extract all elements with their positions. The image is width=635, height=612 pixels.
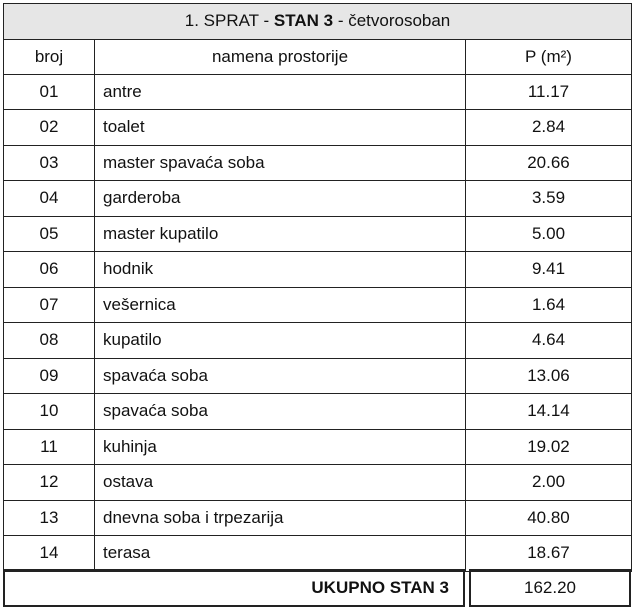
header-area: P (m²)	[466, 39, 632, 74]
room-number: 04	[4, 181, 95, 217]
total-label: UKUPNO STAN 3	[311, 578, 449, 597]
table-row	[4, 465, 632, 501]
title-apartment: STAN 3	[273, 11, 334, 31]
room-area: 13.06	[466, 358, 632, 394]
table-row	[4, 145, 632, 181]
table-title-row	[4, 4, 632, 40]
room-name: toalet	[95, 110, 466, 146]
table-row	[4, 394, 632, 430]
room-name: dnevna soba i trpezarija	[95, 500, 466, 536]
table-row	[4, 252, 632, 288]
room-area: 40.80	[466, 500, 632, 536]
table-row	[4, 429, 632, 465]
room-number: 03	[4, 145, 95, 181]
table-row	[4, 287, 632, 323]
room-number: 13	[4, 500, 95, 536]
room-name: master kupatilo	[95, 216, 466, 252]
room-number: 14	[4, 536, 95, 572]
room-area: 19.02	[466, 429, 632, 465]
room-number: 01	[4, 74, 95, 110]
room-area: 20.66	[466, 145, 632, 181]
room-name: terasa	[95, 536, 466, 572]
room-area: 2.84	[466, 110, 632, 146]
room-area: 14.14	[466, 394, 632, 430]
table-row	[4, 358, 632, 394]
room-number: 11	[4, 429, 95, 465]
table-title	[4, 4, 632, 40]
room-area: 4.64	[466, 323, 632, 359]
title-prefix: 1. SPRAT -	[184, 11, 270, 31]
room-number: 02	[4, 110, 95, 146]
table-row	[4, 181, 632, 217]
total-label-cell	[3, 569, 465, 607]
total-value: 162.20	[469, 569, 631, 607]
room-name: master spavaća soba	[95, 145, 466, 181]
room-name: spavaća soba	[95, 394, 466, 430]
room-number: 05	[4, 216, 95, 252]
table-row	[4, 110, 632, 146]
room-number: 08	[4, 323, 95, 359]
room-number: 06	[4, 252, 95, 288]
room-area: 11.17	[466, 74, 632, 110]
room-area: 9.41	[466, 252, 632, 288]
table-row	[4, 500, 632, 536]
room-area: 1.64	[466, 287, 632, 323]
room-name: kuhinja	[95, 429, 466, 465]
title-suffix: - četvorosoban	[337, 11, 451, 31]
table-body	[4, 74, 632, 571]
table-row	[4, 323, 632, 359]
room-area: 3.59	[466, 181, 632, 217]
table-row	[4, 74, 632, 110]
room-area: 18.67	[466, 536, 632, 572]
room-name: vešernica	[95, 287, 466, 323]
header-name: namena prostorije	[95, 39, 466, 74]
room-number: 07	[4, 287, 95, 323]
room-number: 10	[4, 394, 95, 430]
room-name: garderoba	[95, 181, 466, 217]
room-area: 5.00	[466, 216, 632, 252]
header-row	[4, 39, 632, 74]
table-row	[4, 216, 632, 252]
table-row	[4, 536, 632, 572]
room-name: kupatilo	[95, 323, 466, 359]
room-area: 2.00	[466, 465, 632, 501]
total-row	[3, 569, 631, 607]
room-name: antre	[95, 74, 466, 110]
room-area-table	[3, 3, 632, 572]
room-name: spavaća soba	[95, 358, 466, 394]
header-num: broj	[4, 39, 95, 74]
room-number: 12	[4, 465, 95, 501]
room-number: 09	[4, 358, 95, 394]
room-name: hodnik	[95, 252, 466, 288]
room-name: ostava	[95, 465, 466, 501]
